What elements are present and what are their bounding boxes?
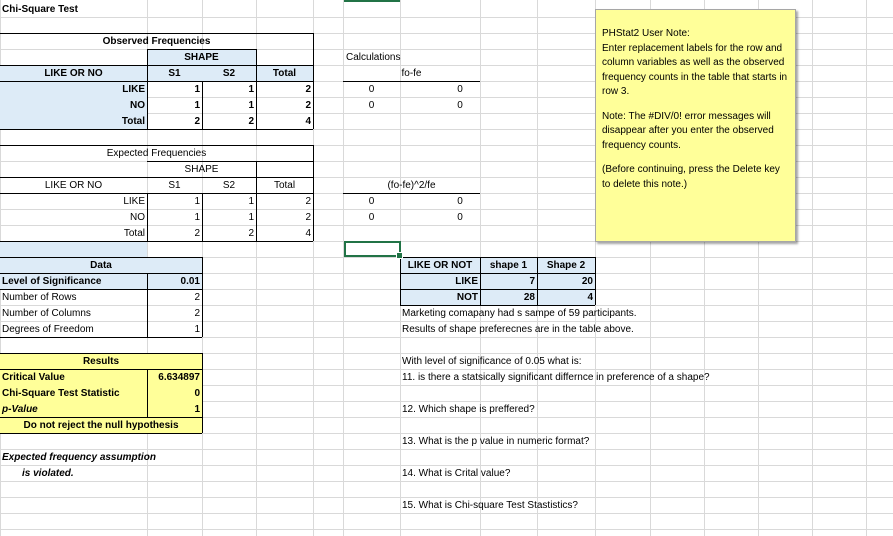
observed-cell[interactable]: 2 <box>305 100 311 111</box>
question-13: 13. What is the p value in numeric format? <box>402 436 590 447</box>
observed-col-label: S1 <box>168 68 181 79</box>
observed-cell[interactable]: 4 <box>305 116 311 127</box>
assumption-line: Expected frequency assumption <box>2 452 156 463</box>
note-title: PHStat2 User Note: <box>602 28 690 39</box>
conclusion: Do not reject the null hypothesis <box>23 420 179 431</box>
fofe-cell[interactable]: 0 <box>457 84 463 95</box>
expected-cell[interactable]: 2 <box>305 212 311 223</box>
row-fill <box>0 242 147 257</box>
survey-cell[interactable]: 7 <box>529 276 535 287</box>
expected-col-label: Total <box>273 180 296 191</box>
expected-col-label: S1 <box>168 180 181 191</box>
fofe-cell[interactable]: 0 <box>368 100 375 111</box>
sq-cell[interactable]: 0 <box>457 196 463 207</box>
observed-row-label: Total <box>121 116 145 127</box>
observed-cell[interactable]: 2 <box>305 84 311 95</box>
results-label: p-Value <box>2 404 38 415</box>
column-highlight <box>344 0 400 2</box>
observed-cell[interactable]: 1 <box>194 84 200 95</box>
expected-cell[interactable]: 2 <box>305 196 311 207</box>
question-text: Marketing comapany had s sampe of 59 participants. <box>402 308 637 319</box>
critical-value[interactable]: 6.634897 <box>158 372 200 383</box>
survey-row-label: LIKE <box>455 276 478 287</box>
question-14: 14. What is Crital value? <box>402 468 511 479</box>
expected-row-label: Total <box>123 228 145 239</box>
data-label: Number of Rows <box>2 292 77 303</box>
data-label: Level of Significance <box>2 276 102 287</box>
question-text: With level of significance of 0.05 what is: <box>402 356 582 367</box>
sq-cell[interactable]: 0 <box>457 212 463 223</box>
survey-cell[interactable]: 20 <box>581 276 593 287</box>
sq-cell[interactable]: 0 <box>368 196 375 207</box>
data-label: Degrees of Freedom <box>2 324 94 335</box>
fill-handle[interactable] <box>396 252 403 259</box>
sheet-title: Chi-Square Test <box>2 4 78 15</box>
expected-row-label: LIKE <box>123 196 145 207</box>
results-label: Chi-Square Test Statistic <box>2 388 120 399</box>
observed-cell[interactable]: 1 <box>194 100 200 111</box>
observed-row-label: LIKE <box>122 84 145 95</box>
expected-cell[interactable]: 1 <box>194 212 200 223</box>
observed-row-label: NO <box>130 100 145 111</box>
survey-header: shape 1 <box>489 260 528 271</box>
expected-col-var: SHAPE <box>184 164 219 175</box>
user-note-comment[interactable] <box>595 9 796 242</box>
observed-col-label: S2 <box>222 68 236 79</box>
observed-col-label: Total <box>272 68 297 79</box>
expected-cell[interactable]: 4 <box>305 228 311 239</box>
active-cell-selection[interactable] <box>344 241 401 257</box>
observed-col-var: SHAPE <box>184 52 219 63</box>
note-text: Note: The #DIV/0! error messages will disappear after you enter the observed frequency counts. <box>602 110 774 151</box>
note-text: (Before continuing, press the Delete key to delete this note.) <box>602 164 780 190</box>
expected-header: Expected Frequencies <box>106 148 207 159</box>
observed-row-var: LIKE OR NO <box>44 68 103 79</box>
survey-row-label: NOT <box>456 292 478 303</box>
expected-cell[interactable]: 1 <box>248 196 254 207</box>
expected-cell[interactable]: 2 <box>194 228 200 239</box>
expected-row-label: NO <box>130 212 145 223</box>
expected-row-var: LIKE OR NO <box>44 180 103 191</box>
sq-cell[interactable]: 0 <box>368 212 375 223</box>
expected-cell[interactable]: 1 <box>194 196 200 207</box>
expected-cell[interactable]: 2 <box>248 228 254 239</box>
grid-line <box>0 513 893 514</box>
survey-header: Shape 2 <box>546 260 586 271</box>
results-header: Results <box>82 356 120 367</box>
chi-square-statistic[interactable]: 0 <box>194 388 200 399</box>
significance-value[interactable]: 0.01 <box>180 276 200 287</box>
data-value[interactable]: 1 <box>194 324 200 335</box>
sq-label: (fo-fe)^2/fe <box>387 180 436 191</box>
note-text: Enter replacement labels for the row and column variables as well as the observed frequency counts in the table that starts in row 3. <box>602 42 788 97</box>
observed-header: Observed Frequencies <box>102 36 211 47</box>
question-text: Results of shape preferecnes are in the table above. <box>402 324 634 335</box>
fofe-cell[interactable]: 0 <box>368 84 375 95</box>
data-header: Data <box>90 260 112 271</box>
survey-header: LIKE OR NOT <box>407 260 473 271</box>
question-12: 12. Which shape is preffered? <box>402 404 535 415</box>
p-value[interactable]: 1 <box>194 404 200 415</box>
data-value[interactable]: 2 <box>194 308 200 319</box>
observed-cell[interactable]: 1 <box>248 100 254 111</box>
data-label: Number of Columns <box>2 308 91 319</box>
question-15: 15. What is Chi-square Test Stastistics? <box>402 500 578 511</box>
observed-cell[interactable]: 2 <box>248 116 254 127</box>
expected-col-label: S2 <box>222 180 236 191</box>
fofe-cell[interactable]: 0 <box>457 100 463 111</box>
data-value[interactable]: 2 <box>194 292 200 303</box>
grid-line <box>0 529 893 530</box>
observed-cell[interactable]: 2 <box>194 116 200 127</box>
survey-cell[interactable]: 4 <box>587 292 593 303</box>
grid-line <box>0 481 893 482</box>
survey-cell[interactable]: 28 <box>523 292 535 303</box>
observed-cell[interactable]: 1 <box>248 84 254 95</box>
results-label: Critical Value <box>2 372 65 383</box>
assumption-line: is violated. <box>22 468 74 479</box>
calculations-label: Calculations <box>346 52 401 63</box>
expected-cell[interactable]: 1 <box>248 212 254 223</box>
question-11: 11. is there a statsically significant differnce in preference of a shape? <box>402 372 710 383</box>
fofe-label: fo-fe <box>401 68 422 79</box>
